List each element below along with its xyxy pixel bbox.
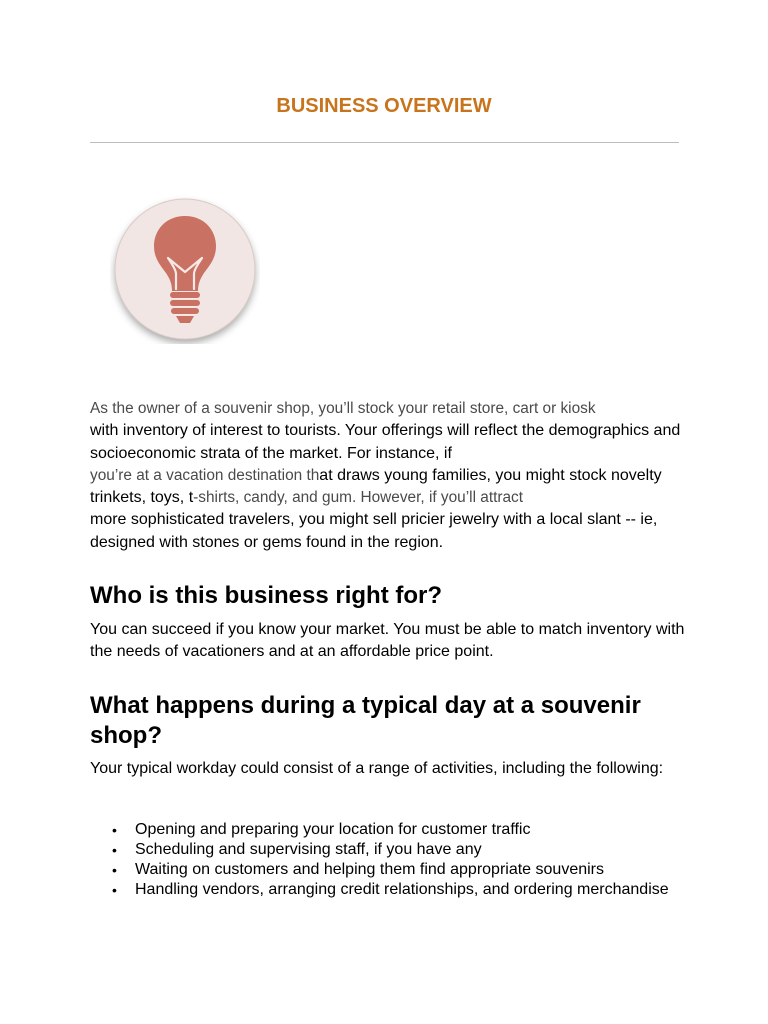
section-heading-who: Who is this business right for? (90, 582, 443, 609)
bullet-icon: • (112, 822, 117, 838)
list-item (90, 880, 690, 900)
intro-text-part4: at draws young families, you might stock novelty trinkets, toys, t (90, 466, 662, 507)
list-item-text: Waiting on customers and helping them find appropriate souvenirs (135, 861, 604, 878)
bullet-icon: • (112, 882, 117, 898)
lightbulb-icon (110, 194, 260, 344)
list-item (90, 860, 690, 880)
intro-text-part1: As the owner of a souvenir shop, you’ll stock your retail store, cart or kiosk (90, 400, 596, 417)
section-body-typical-day: Your typical workday could consist of a range of activities, including the following: (90, 760, 664, 777)
bullet-icon: • (112, 862, 117, 878)
intro-text-part2: with inventory of interest to tourists. Your offerings will reflect the demographics and socioeconomic strata of the market. For instance, if (90, 422, 681, 462)
intro-paragraph (90, 398, 690, 554)
intro-text-part5: -shirts, candy, and gum. However, if you’ll attract (193, 489, 524, 507)
section-heading-typical-day: What happens during a typical day at a souvenir shop? (90, 692, 641, 749)
intro-text-part3: you’re at a vacation destination th (90, 466, 320, 484)
bullet-icon: • (112, 842, 117, 858)
section-body-who: You can succeed if you know your market. You must be able to match inventory with the needs of vacationers and at an affordable price point. (90, 621, 685, 660)
list-item (90, 840, 690, 860)
list-item (90, 820, 690, 840)
page-title: BUSINESS OVERVIEW (276, 95, 492, 117)
list-item-text: Opening and preparing your location for customer traffic (135, 821, 531, 838)
list-item-text: Scheduling and supervising staff, if you have any (135, 841, 482, 858)
activities-list (90, 820, 690, 900)
intro-text-part6: more sophisticated travelers, you might sell pricier jewelry with a local slant -- ie, designed with stones or gems found in the region. (90, 511, 658, 551)
title-divider (90, 142, 679, 143)
list-item-text: Handling vendors, arranging credit relationships, and ordering merchandise (135, 881, 669, 898)
